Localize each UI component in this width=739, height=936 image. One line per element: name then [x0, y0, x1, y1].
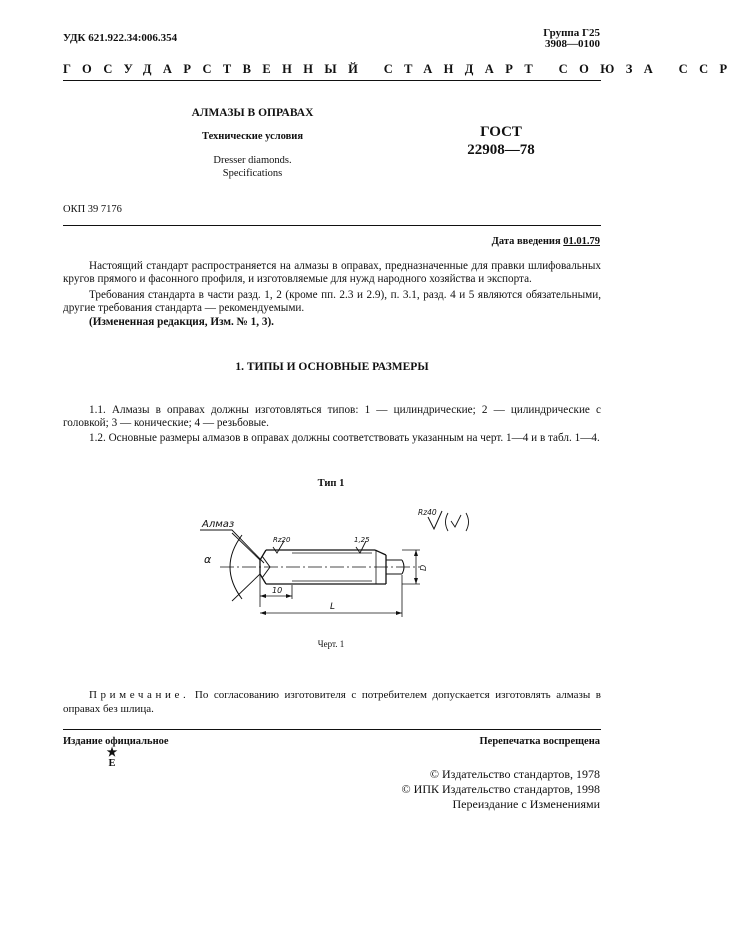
clause-1-1: 1.1. Алмазы в оправах должны изготовляться типов: 1 — цилиндрические; 2 — цилиндрические с головкой; 3 — конические; 4 — резьбовые.: [63, 404, 601, 430]
copyright-1998: © ИПК Издательство стандартов, 1998: [401, 782, 600, 796]
dim-10-label: 10: [272, 586, 283, 595]
note-label: Примечание.: [89, 689, 190, 701]
gost-designation: [452, 124, 550, 159]
document-title: АЛМАЗЫ В ОПРАВАХ: [191, 107, 314, 119]
intro-date-label: Дата введения: [491, 236, 561, 247]
intro-text: [63, 260, 601, 329]
dim-l-label: L: [330, 602, 336, 612]
group-code: [543, 28, 600, 50]
gost-number: 22908—78: [467, 141, 535, 158]
english-title-line-2: Specifications: [222, 167, 283, 179]
roughness-mark-bracket: [446, 513, 469, 531]
chamfer-top: [375, 550, 386, 555]
title-divider: [63, 225, 601, 226]
intro-paragraph-1: Настоящий стандарт распространяется на алмазы в оправах, предназначенные для правки шлифовальных кругов прямого и фасонного профиля, и изготовляемые для нужд народного хозяйства и экспорта.: [63, 260, 601, 286]
d-label: D: [419, 564, 428, 571]
english-title: [145, 155, 360, 180]
alpha-label: α: [204, 553, 212, 566]
section-1-heading: 1. ТИПЫ И ОСНОВНЫЕ РАЗМЕРЫ: [235, 361, 429, 373]
udc-code: УДК 621.922.34:006.354: [63, 32, 178, 44]
intro-paragraph-2: Требования стандарта в части разд. 1, 2 (кроме пп. 2.3 и 2.9), п. 3.1, разд. 4 и 5 являются обязательными, другие требования стандарта — рекомендуемыми.: [63, 288, 601, 315]
reprint-prohibited: Перепечатка воспрещена: [479, 736, 600, 747]
figure-caption: Черт. 1: [317, 639, 345, 649]
star-icon: ★: [106, 745, 118, 759]
group-line-1: Группа Г25: [543, 27, 600, 39]
edition-letter: Е: [108, 758, 116, 769]
note-text: По согласованию изготовителя с потребителем допускается изготовлять алмазы в оправах без шлица.: [63, 689, 601, 715]
edition-mark: [105, 746, 119, 770]
diamond-label: Алмаз: [202, 519, 235, 530]
copyright-1978: © Издательство стандартов, 1978: [429, 767, 600, 781]
copyright-block: [402, 767, 600, 812]
intro-date-value: 01.01.79: [563, 236, 600, 247]
clause-1-2: 1.2. Основные размеры алмазов в оправах должны соответствовать указанным на черт. 1—4 и в табл. 1—4.: [89, 431, 600, 444]
official-edition: Издание официальное: [63, 736, 169, 747]
alpha-leg-bottom: [232, 574, 260, 601]
okp-code: ОКП 39 7176: [63, 204, 122, 215]
gost-label: ГОСТ: [480, 124, 522, 140]
group-line-2: 3908—0100: [545, 38, 600, 50]
section-1-text: [63, 404, 601, 445]
document-subtitle: Технические условия: [201, 131, 304, 142]
state-standard-title: ГОСУДАРСТВЕННЫЙ СТАНДАРТ СОЮЗА ССР: [63, 62, 739, 76]
r125-label: 1,25: [354, 536, 370, 544]
amendment-note: (Измененная редакция, Изм. № 1, 3).: [89, 315, 274, 328]
footer-divider: [63, 729, 601, 730]
rz20-label: Rz20: [273, 536, 291, 544]
header-divider: [63, 80, 601, 81]
english-title-line-1: Dresser diamonds.: [213, 155, 292, 166]
intro-date: [492, 236, 600, 247]
reissue-note: Переиздание с Изменениями: [452, 797, 600, 811]
alpha-leg-top: [232, 533, 260, 560]
rz40-label: Rz40: [418, 508, 437, 517]
note: [63, 689, 601, 716]
figure-type-label: Тип 1: [317, 478, 345, 489]
type-1-drawing: [180, 505, 480, 625]
